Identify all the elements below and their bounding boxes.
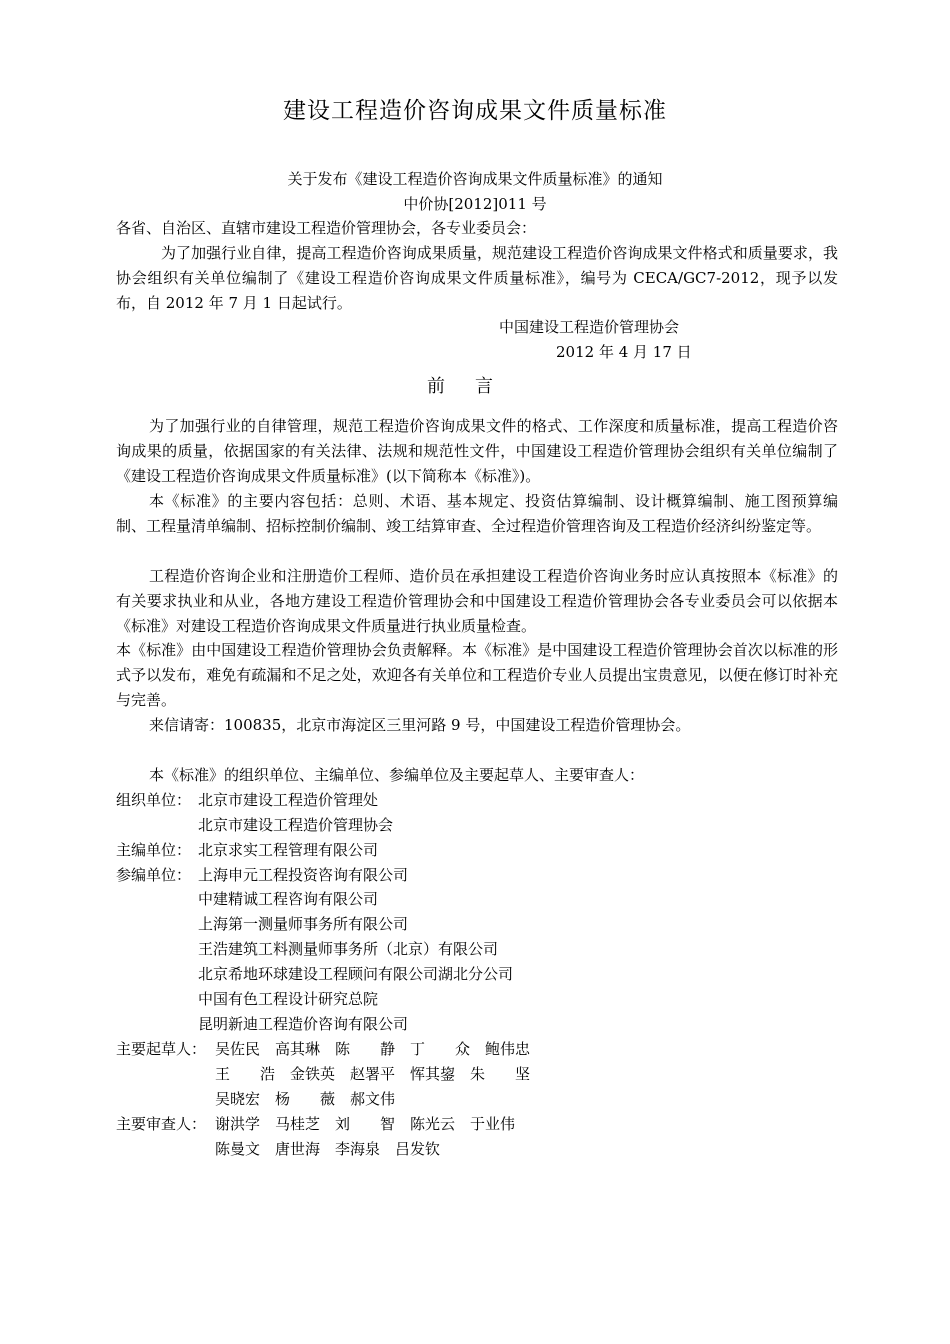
- participating-unit-item: 王浩建筑工料测量师事务所（北京）有限公司: [198, 940, 499, 958]
- preface-paragraph-1: 为了加强行业的自律管理，规范工程造价咨询成果文件的格式、工作深度和质量标准，提高工程造价咨询成果的质量，依据国家的有关法律、法规和规范性文件，中国建设工程造价管理协会组织有关单位编制了《建设工程造价咨询成果文件质量标准》(以下简称本《标准》)。: [116, 417, 838, 485]
- org-unit-item: 北京市建设工程造价管理协会: [198, 816, 394, 834]
- notice-doc-number: 中价协[2012]011 号: [403, 195, 547, 213]
- drafters-label: 主要起草人：: [116, 1040, 207, 1058]
- participating-unit-item: 中建精诚工程咨询有限公司: [198, 890, 379, 908]
- participating-unit-item: 昆明新迪工程造价咨询有限公司: [198, 1015, 409, 1033]
- preface-paragraph-5: 来信请寄：100835，北京市海淀区三里河路 9 号，中国建设工程造价管理协会。: [149, 716, 691, 734]
- notice-heading: 关于发布《建设工程造价咨询成果文件质量标准》的通知: [287, 170, 663, 188]
- reviewers-row: 陈曼文 唐世海 李海泉 吕发钦: [215, 1140, 441, 1158]
- org-unit-item: 北京市建设工程造价管理处: [198, 791, 379, 809]
- preface-heading: 前言: [427, 376, 523, 397]
- chief-unit-label: 主编单位：: [116, 841, 192, 859]
- chief-unit-item: 北京求实工程管理有限公司: [198, 841, 379, 859]
- participating-unit-label: 参编单位：: [116, 866, 192, 884]
- notice-addressee: 各省、自治区、直辖市建设工程造价管理协会，各专业委员会：: [116, 219, 537, 237]
- notice-date: 2012 年 4 月 17 日: [556, 343, 692, 361]
- preface-paragraph-6: 本《标准》的组织单位、主编单位、参编单位及主要起草人、主要审查人：: [149, 766, 645, 784]
- drafters-row: 吴晓宏 杨 薇 郝文伟: [215, 1090, 396, 1108]
- notice-body: 为了加强行业自律，提高工程造价咨询成果质量，规范建设工程造价咨询成果文件格式和质量要求，我协会组织有关单位编制了《建设工程造价咨询成果文件质量标准》，编号为 CECA/GC7-2012，现予以发布，自 2012 年 7 月 1 日起试行。: [116, 244, 838, 312]
- drafters-row: 吴佐民 高其琳 陈 静 丁 众 鲍伟忠: [215, 1040, 531, 1058]
- participating-unit-item: 中国有色工程设计研究总院: [198, 990, 379, 1008]
- participating-unit-item: 上海第一测量师事务所有限公司: [198, 915, 409, 933]
- drafters-row: 王 浩 金铁英 赵署平 恽其鋆 朱 坚: [215, 1065, 531, 1083]
- reviewers-label: 主要审查人：: [116, 1115, 207, 1133]
- preface-paragraph-4: 本《标准》由中国建设工程造价管理协会负责解释。本《标准》是中国建设工程造价管理协会首次以标准的形式予以发布，难免有疏漏和不足之处，欢迎各有关单位和工程造价专业人员提出宝贵意见，以便在修订时补充与完善。: [116, 641, 838, 709]
- notice-signature: 中国建设工程造价管理协会: [499, 318, 680, 336]
- document-title: 建设工程造价咨询成果文件质量标准: [283, 98, 667, 124]
- org-unit-label: 组织单位：: [116, 791, 192, 809]
- participating-unit-item: 上海申元工程投资咨询有限公司: [198, 866, 409, 884]
- preface-paragraph-2: 本《标准》的主要内容包括：总则、术语、基本规定、投资估算编制、设计概算编制、施工图预算编制、工程量清单编制、招标控制价编制、竣工结算审查、全过程造价管理咨询及工程造价经济纠纷鉴定等。: [116, 492, 838, 535]
- participating-unit-item: 北京希地环球建设工程顾问有限公司湖北分公司: [198, 965, 514, 983]
- preface-paragraph-3: 工程造价咨询企业和注册造价工程师、造价员在承担建设工程造价咨询业务时应认真按照本《标准》的有关要求执业和从业，各地方建设工程造价管理协会和中国建设工程造价管理协会各专业委员会可以依据本《标准》对建设工程造价咨询成果文件质量进行执业质量检查。: [116, 567, 838, 635]
- reviewers-row: 谢洪学 马桂芝 刘 智 陈光云 于业伟: [215, 1115, 516, 1133]
